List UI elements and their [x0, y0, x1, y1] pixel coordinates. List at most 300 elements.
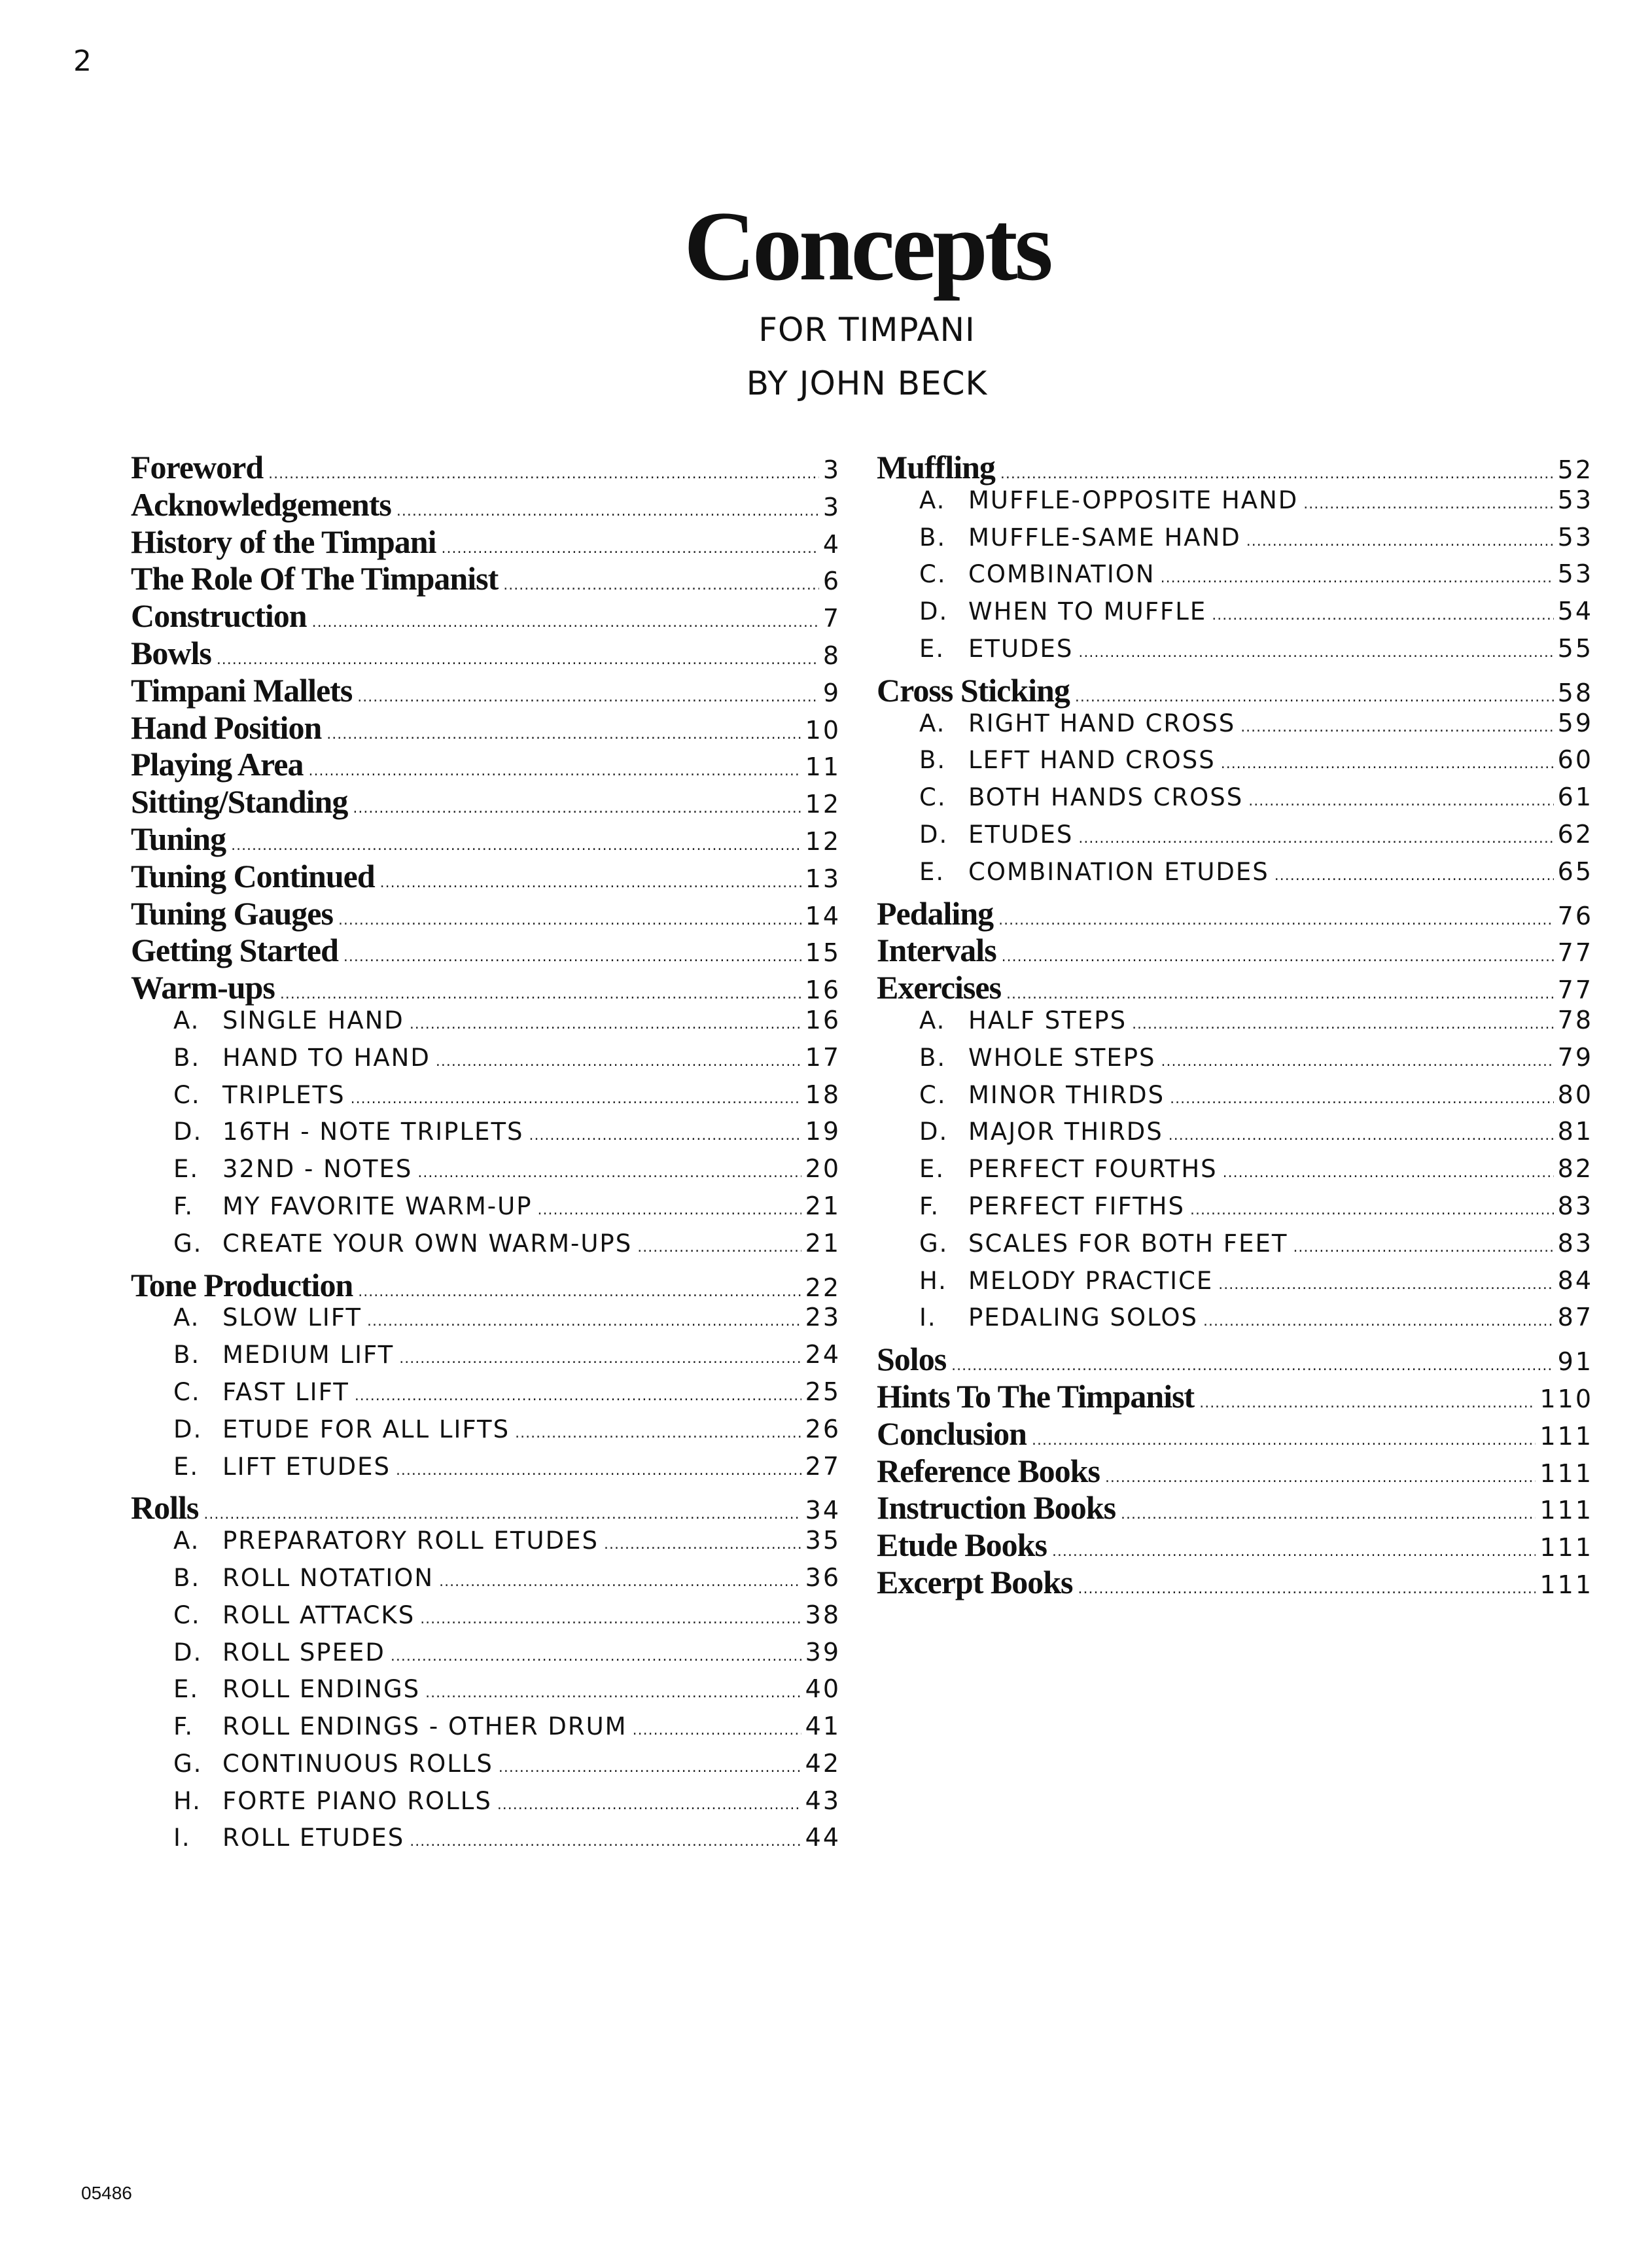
toc-entry-page: 41 [805, 1712, 841, 1741]
dot-leader [1190, 1202, 1554, 1218]
toc-entry-label: PERFECT FIFTHS [968, 1192, 1185, 1220]
toc-entry-page: 26 [805, 1414, 841, 1443]
toc-entry-page: 4 [822, 529, 841, 559]
toc-entry-letter: B. [173, 1043, 201, 1072]
toc-entry-page: 9 [822, 678, 841, 707]
toc-entry-letter: C. [919, 560, 947, 589]
toc-entry-letter: G. [919, 1229, 949, 1258]
toc-entry-label: WHEN TO MUFFLE [968, 597, 1207, 626]
toc-entry-label: The Role Of The Timpanist [131, 560, 499, 597]
toc-subentry [131, 1154, 841, 1192]
toc-subentry [131, 1006, 841, 1043]
toc-entry-label: MINOR THIRDS [968, 1080, 1165, 1109]
toc-entry [131, 671, 841, 709]
toc-entry-page: 65 [1557, 857, 1593, 886]
toc-entry [877, 931, 1593, 968]
toc-subentry [877, 559, 1593, 597]
toc-entry-label: Hints To The Timpanist [877, 1377, 1195, 1415]
dot-leader [391, 1648, 801, 1665]
toc-entry-label: Timpani Mallets [131, 671, 353, 709]
toc-entry-page: 8 [822, 641, 841, 670]
toc-subentry [877, 783, 1593, 820]
toc-entry [131, 486, 841, 523]
toc-entry-label: ROLL ETUDES [222, 1824, 405, 1852]
toc-subentry [877, 745, 1593, 783]
catalog-number: 05486 [81, 2183, 132, 2203]
toc-entry [131, 857, 841, 894]
toc-entry-label: ROLL ENDINGS [222, 1675, 421, 1704]
toc-entry-letter: G. [173, 1229, 203, 1258]
toc-entry [131, 968, 841, 1006]
toc-entry [131, 931, 841, 968]
toc-subentry [131, 1043, 841, 1080]
toc-entry-page: 111 [1539, 1458, 1593, 1488]
dot-leader [425, 1685, 801, 1701]
dot-leader [1032, 1432, 1536, 1449]
toc-subentry [131, 1377, 841, 1415]
dot-leader [410, 1833, 801, 1850]
toc-subentry [877, 523, 1593, 560]
toc-entry [877, 1489, 1593, 1526]
toc-entry-label: Tuning Continued [131, 857, 375, 894]
toc-entry-label: ROLL ENDINGS - OTHER DRUM [222, 1712, 627, 1741]
dot-leader [1052, 1544, 1536, 1560]
toc-entry [131, 745, 841, 783]
toc-entry-page: 6 [822, 567, 841, 596]
toc-subentry [877, 1080, 1593, 1118]
toc-entry-page: 43 [805, 1786, 841, 1815]
toc-entry-letter: B. [173, 1341, 201, 1369]
toc-subentry [877, 709, 1593, 746]
toc-entry-letter: E. [173, 1452, 200, 1481]
toc-subentry [131, 1600, 841, 1638]
toc-entry-label: PERFECT FOURTHS [968, 1155, 1218, 1184]
dot-leader [503, 577, 819, 593]
toc-subentry [131, 1638, 841, 1675]
toc-entry-label: Muffling [877, 449, 995, 486]
toc-subentry [131, 1786, 841, 1824]
toc-entry-page: 82 [1557, 1154, 1593, 1184]
dot-leader [1170, 1091, 1554, 1107]
toc-entry-letter: I. [173, 1824, 191, 1852]
toc-entry-page: 15 [805, 938, 841, 968]
toc-entry-letter: G. [173, 1749, 203, 1778]
dot-leader [268, 466, 819, 482]
toc-entry-page: 80 [1557, 1080, 1593, 1109]
toc-entry-label: ROLL NOTATION [222, 1563, 434, 1592]
toc-entry-letter: F. [173, 1192, 194, 1220]
toc-entry-letter: A. [173, 1006, 200, 1034]
toc-entry [877, 671, 1593, 709]
toc-entry-page: 111 [1539, 1421, 1593, 1451]
toc-entry-label: SINGLE HAND [222, 1006, 404, 1034]
toc-entry-label: Reference Books [877, 1452, 1100, 1489]
toc-entry-label: Construction [131, 597, 307, 635]
toc-entry-page: 36 [805, 1563, 841, 1592]
toc-entry-label: CONTINUOUS ROLLS [222, 1749, 493, 1778]
toc-entry-label: Solos [877, 1341, 947, 1378]
dot-leader [308, 763, 801, 779]
toc-entry-page: 111 [1539, 1496, 1593, 1525]
toc-entry-page: 23 [805, 1303, 841, 1332]
dot-leader [338, 912, 801, 928]
dot-leader [396, 1462, 801, 1479]
toc-entry-page: 12 [805, 790, 841, 819]
dot-leader [417, 1165, 801, 1181]
dot-leader [1078, 645, 1553, 661]
toc-entry-label: 16TH - NOTE TRIPLETS [222, 1118, 524, 1146]
toc-entry-label: 32ND - NOTES [222, 1155, 413, 1184]
toc-entry [877, 1415, 1593, 1452]
toc-entry-letter: D. [173, 1118, 203, 1146]
toc-entry-letter: A. [919, 709, 946, 737]
toc-entry-label: ETUDES [968, 820, 1074, 849]
toc-entry-label: Conclusion [877, 1415, 1027, 1452]
toc-right-column [877, 448, 1593, 1600]
dot-leader [633, 1722, 801, 1739]
toc-entry-label: RIGHT HAND CROSS [968, 709, 1236, 737]
toc-entry [877, 1377, 1593, 1415]
toc-subentry [131, 1712, 841, 1749]
toc-entry-page: 83 [1557, 1191, 1593, 1220]
toc-subentry [131, 1452, 841, 1489]
dot-leader [436, 1053, 801, 1070]
toc-entry-page: 91 [1557, 1347, 1593, 1377]
toc-entry-letter: D. [173, 1415, 203, 1443]
toc-entry-label: Rolls [131, 1489, 199, 1527]
toc-entry-page: 62 [1557, 819, 1593, 849]
toc-entry-page: 52 [1557, 455, 1593, 484]
toc-entry-label: BOTH HANDS CROSS [968, 783, 1244, 812]
toc-entry-page: 110 [1539, 1384, 1593, 1413]
dot-leader [1248, 793, 1553, 809]
toc-entry-label: SCALES FOR BOTH FEET [968, 1229, 1288, 1258]
toc-subentry [877, 820, 1593, 857]
toc-entry-page: 79 [1557, 1042, 1593, 1072]
toc-entry [131, 634, 841, 671]
toc-entry-label: MUFFLE-OPPOSITE HAND [968, 486, 1299, 514]
dot-leader [1212, 607, 1553, 624]
toc-entry-letter: C. [173, 1377, 201, 1406]
toc-entry-label: Playing Area [131, 746, 304, 783]
toc-entry-page: 3 [822, 492, 841, 521]
dot-leader [1218, 1277, 1553, 1293]
toc-entry-page: 20 [805, 1154, 841, 1184]
toc-entry [877, 968, 1593, 1006]
toc-subentry [131, 1563, 841, 1600]
dot-leader [1199, 1395, 1536, 1411]
toc-entry-label: FORTE PIANO ROLLS [222, 1786, 492, 1815]
toc-entry-letter: E. [919, 634, 945, 663]
dot-leader [1121, 1506, 1536, 1523]
toc-entry-page: 21 [805, 1191, 841, 1220]
toc-entry-letter: C. [919, 1080, 947, 1109]
toc-entry-page: 10 [805, 715, 841, 745]
dot-leader [358, 1284, 801, 1300]
toc-entry-label: Tuning Gauges [131, 894, 333, 932]
dot-leader [1240, 719, 1553, 735]
toc-entry-letter: B. [919, 746, 947, 775]
dot-leader [1000, 466, 1554, 482]
dot-leader [203, 1506, 801, 1523]
toc-entry [131, 894, 841, 932]
dot-leader [410, 1016, 801, 1033]
toc-entry-page: 35 [805, 1526, 841, 1555]
toc-entry-page: 76 [1557, 901, 1593, 930]
toc-entry-page: 12 [805, 826, 841, 856]
dot-leader [399, 1351, 801, 1367]
toc-entry-label: Bowls [131, 634, 211, 671]
toc-entry-page: 21 [805, 1228, 841, 1258]
toc-entry [131, 597, 841, 634]
dot-leader [353, 800, 801, 817]
toc-entry-label: Etude Books [877, 1527, 1047, 1564]
toc-entry-letter: C. [173, 1080, 201, 1109]
toc-subentry [131, 1303, 841, 1340]
dot-leader [1161, 1053, 1554, 1070]
toc-entry-label: ETUDES [968, 634, 1074, 663]
toc-entry-page: 84 [1557, 1265, 1593, 1295]
dot-leader [1078, 830, 1553, 847]
dot-leader [280, 986, 801, 1002]
dot-leader [217, 652, 819, 668]
toc-entry-label: MUFFLE-SAME HAND [968, 523, 1241, 552]
toc-entry-label: Instruction Books [877, 1489, 1116, 1527]
dot-leader [326, 726, 801, 743]
toc-entry-letter: D. [173, 1638, 203, 1667]
toc-entry-label: CREATE YOUR OWN WARM-UPS [222, 1229, 633, 1258]
dot-leader [1223, 1165, 1554, 1181]
toc-entry [877, 1563, 1593, 1600]
toc-entry [131, 559, 841, 597]
toc-entry-page: 78 [1557, 1005, 1593, 1034]
toc-entry-letter: A. [173, 1303, 200, 1332]
toc-entry-page: 14 [805, 901, 841, 930]
toc-entry-label: Tone Production [131, 1266, 353, 1303]
toc-entry-letter: D. [919, 1118, 949, 1146]
dot-leader [367, 1313, 801, 1330]
dot-leader [355, 1388, 801, 1404]
toc-entry-letter: E. [173, 1675, 200, 1704]
toc-entry-page: 25 [805, 1377, 841, 1406]
dot-leader [441, 540, 818, 557]
toc-subentry [877, 1303, 1593, 1340]
toc-entry-label: Cross Sticking [877, 671, 1070, 709]
dot-leader [1078, 1581, 1536, 1597]
toc-subentry [877, 1043, 1593, 1080]
page-number: 2 [73, 44, 92, 78]
toc-subentry [877, 857, 1593, 894]
toc-entry-page: 55 [1557, 633, 1593, 663]
dot-leader [1293, 1239, 1553, 1256]
toc-entry-letter: A. [173, 1527, 200, 1555]
toc-entry-letter: D. [919, 597, 949, 626]
toc-entry-page: 54 [1557, 597, 1593, 626]
toc-entry-label: MY FAVORITE WARM-UP [222, 1192, 533, 1220]
toc-subentry [131, 1229, 841, 1266]
toc-entry-label: Getting Started [131, 932, 338, 969]
toc-subentry [877, 1006, 1593, 1043]
toc-entry [877, 894, 1593, 932]
toc-subentry [131, 1415, 841, 1452]
dot-leader [1006, 986, 1554, 1002]
toc-subentry [131, 1340, 841, 1377]
subtitle-instrument: FOR TIMPANI [758, 311, 975, 349]
dot-leader [515, 1425, 801, 1441]
toc-entry-page: 7 [822, 604, 841, 633]
toc-entry-page: 11 [805, 752, 841, 782]
toc-entry-label: MAJOR THIRDS [968, 1118, 1163, 1146]
toc-entry-label: PREPARATORY ROLL ETUDES [222, 1527, 599, 1555]
toc-entry-label: ROLL SPEED [222, 1638, 385, 1667]
toc-entry-letter: E. [919, 857, 945, 886]
toc-entry [131, 448, 841, 486]
toc-entry [877, 1340, 1593, 1377]
toc-subentry [877, 1117, 1593, 1154]
toc-entry-letter: E. [173, 1155, 200, 1184]
toc-entry-letter: B. [919, 523, 947, 552]
toc-subentry [877, 1229, 1593, 1266]
toc-entry-page: 13 [805, 864, 841, 893]
toc-entry [131, 820, 841, 857]
toc-entry-letter: I. [919, 1303, 937, 1332]
toc-subentry [131, 1749, 841, 1786]
toc-subentry [131, 1674, 841, 1712]
toc-entry-page: 17 [805, 1042, 841, 1072]
dot-leader [1169, 1127, 1554, 1144]
toc-entry-page: 39 [805, 1637, 841, 1667]
toc-subentry [877, 1154, 1593, 1192]
dot-leader [998, 912, 1554, 928]
dot-leader [951, 1358, 1553, 1374]
toc-entry-letter: C. [173, 1600, 201, 1629]
dot-leader [351, 1091, 801, 1107]
toc-entry-page: 53 [1557, 522, 1593, 552]
toc-subentry [131, 1526, 841, 1563]
toc-entry-page: 81 [1557, 1117, 1593, 1146]
dot-leader [1002, 949, 1554, 965]
toc-entry [131, 783, 841, 820]
toc-subentry [131, 1192, 841, 1229]
toc-entry-page: 44 [805, 1823, 841, 1852]
toc-entry [131, 1489, 841, 1526]
toc-entry-label: Exercises [877, 969, 1002, 1006]
toc-entry-page: 60 [1557, 745, 1593, 775]
toc-entry-label: FAST LIFT [222, 1377, 349, 1406]
toc-subentry [877, 1192, 1593, 1229]
dot-leader [1246, 533, 1554, 550]
toc-entry-label: COMBINATION [968, 560, 1155, 589]
toc-entry-letter: E. [919, 1155, 945, 1184]
dot-leader [538, 1202, 801, 1218]
dot-leader [343, 949, 801, 965]
toc-entry-label: Foreword [131, 449, 264, 486]
toc-entry-label: History of the Timpani [131, 523, 436, 560]
toc-entry-page: 53 [1557, 485, 1593, 514]
toc-entry-label: Hand Position [131, 709, 322, 746]
dot-leader [1075, 689, 1554, 705]
toc-entry-page: 38 [805, 1600, 841, 1629]
toc-entry-page: 77 [1557, 976, 1593, 1005]
dot-leader [529, 1127, 801, 1144]
toc-entry-label: HAND TO HAND [222, 1043, 431, 1072]
toc-entry-page: 58 [1557, 678, 1593, 707]
toc-entry-label: Acknowledgements [131, 486, 391, 523]
dot-leader [497, 1797, 801, 1813]
toc-entry-page: 42 [805, 1748, 841, 1778]
toc-entry [877, 1452, 1593, 1489]
toc-subentry [131, 1080, 841, 1118]
toc-entry-label: MEDIUM LIFT [222, 1341, 395, 1369]
dot-leader [1132, 1016, 1554, 1033]
toc-entry-label: SLOW LIFT [222, 1303, 362, 1332]
toc-entry-label: HALF STEPS [968, 1006, 1127, 1034]
toc-entry-label: PEDALING SOLOS [968, 1303, 1198, 1332]
toc-entry-letter: H. [919, 1266, 947, 1295]
dot-leader [1303, 496, 1553, 512]
toc-entry-letter: H. [173, 1786, 202, 1815]
toc-subentry [131, 1823, 841, 1860]
toc-entry-page: 24 [805, 1340, 841, 1369]
dot-leader [637, 1239, 801, 1256]
toc-entry-label: MELODY PRACTICE [968, 1266, 1214, 1295]
toc-entry-label: Excerpt Books [877, 1563, 1073, 1600]
toc-entry-letter: F. [919, 1192, 940, 1220]
toc-entry-page: 27 [805, 1451, 841, 1481]
toc-entry-letter: C. [919, 783, 947, 812]
toc-entry-page: 40 [805, 1674, 841, 1704]
toc-entry-page: 61 [1557, 783, 1593, 812]
title-block [0, 191, 1652, 402]
toc-entry-letter: B. [919, 1043, 947, 1072]
dot-leader [1221, 756, 1554, 772]
toc-left-column [131, 448, 841, 1860]
toc-entry-page: 53 [1557, 559, 1593, 589]
toc-entry-label: LEFT HAND CROSS [968, 746, 1216, 775]
dot-leader [312, 614, 819, 631]
toc-entry-page: 34 [805, 1496, 841, 1525]
toc-subentry [877, 486, 1593, 523]
toc-entry-label: Tuning [131, 820, 226, 857]
toc-entry-page: 87 [1557, 1303, 1593, 1332]
dot-leader [604, 1536, 801, 1553]
toc-entry-page: 83 [1557, 1228, 1593, 1258]
toc-subentry [131, 1117, 841, 1154]
toc-entry-label: ROLL ATTACKS [222, 1600, 415, 1629]
toc-entry-page: 59 [1557, 708, 1593, 737]
toc-entry-page: 111 [1539, 1533, 1593, 1563]
toc-entry-page: 19 [805, 1117, 841, 1146]
dot-leader [1203, 1313, 1554, 1330]
toc-entry-page: 16 [805, 976, 841, 1005]
toc-entry [877, 1526, 1593, 1563]
dot-leader [1274, 868, 1554, 884]
dot-leader [1105, 1470, 1536, 1486]
toc-entry-letter: B. [173, 1563, 201, 1592]
toc-subentry [877, 597, 1593, 634]
toc-entry-page: 111 [1539, 1570, 1593, 1599]
toc-entry-label: Pedaling [877, 894, 994, 932]
subtitle-author: BY JOHN BECK [746, 364, 988, 402]
toc-entry [877, 448, 1593, 486]
dot-leader [420, 1611, 801, 1627]
toc-subentry [877, 634, 1593, 671]
dot-leader [439, 1574, 801, 1590]
dot-leader [231, 838, 801, 854]
dot-leader [499, 1759, 801, 1776]
toc-entry-label: COMBINATION ETUDES [968, 857, 1269, 886]
dot-leader [380, 875, 801, 891]
